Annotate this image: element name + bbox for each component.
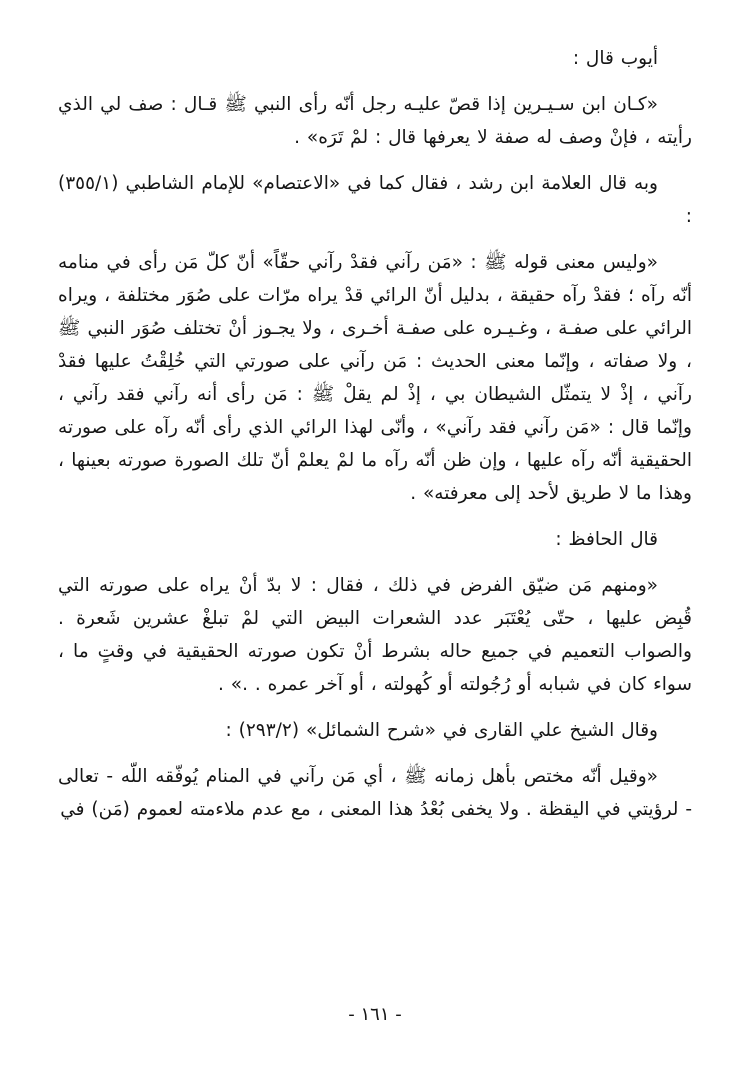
speaker-line-ayyub: أيوب قال : [572,48,658,69]
quote-ibn-sirin: «كـان ابن سـيـرين إذا قصّ عليـه رجل أنّه رأى النبي ﷺ قـال : صف لي الذي رأيته ، فإنْ وصف له صفة لا يعرفها قال : لمْ تَرَه» . [58,94,692,148]
quote-al-itisam: «وليس معنى قوله ﷺ : «مَن رآني فقدْ رآني حقّاً» أنّ كلّ مَن رأى في منامه أنّه رآه ؛ فقدْ رآه حقيقة ، بدليل أنّ الرائي قدْ يراه مرّات على صُوَر مختلفة ، ويراه الرائي على صفـة ، وغـيـره على صفـة أخـرى ، ولا يجـوز أنْ تختلف صُوَر النبي ﷺ ، ولا صفاته ، وإنّما معنى الحديث : مَن رآني على صورتي التي خُلِقْتُ عليها فقدْ رآني ، إذْ لا يتمثّل الشيطان بي ، إذْ لم يقلْ ﷺ : مَن رأى أنه رآني فقد رآني ، وإنّما قال : «مَن رآني فقد رآني» ، وأنّى لهذا الرائي الذي رأى أنّه رآه على صورته الحقيقية أنّه رآه عليها ، وإن ظن أنّه رآه ما لمْ يعلمْ أنّ تلك الصورة صورته بعينها ، وهذا ما لا طريق لأحد إلى معرفته» . [58,252,692,504]
page-number: - ١٦١ - [348,1004,402,1025]
attribution-al-qari: وقال الشيخ علي القارى في «شرح الشمائل» (٢٩٣/٢) : [225,720,658,741]
attribution-ibn-rushd: وبه قال العلامة ابن رشد ، فقال كما في «الاعتصام» للإمام الشاطبي (٣٥٥/١) : [58,173,692,227]
quote-al-hafiz: «ومنهم مَن ضيّق الفرض في ذلك ، فقال : لا بدّ أنْ يراه على صورته التي قُبِض عليها ، حتّى يُعْتَبَر عدد الشعرات البيض التي لمْ تبلغْ عشرين شَعرة . والصواب التعميم في جميع حاله بشرط أنْ تكون صورته الحقيقية في وقتٍ ما ، سواء كان في شبابه أو رُجُولته أو كُهولته ، أو آخر عمره . .» . [58,575,692,695]
quote-al-qari: «وقيل أنّه مختص بأهل زمانه ﷺ ، أي مَن رآني في المنام يُوفّقه اللّه - تعالى - لرؤيتي في اليقظة . ولا يخفى بُعْدُ هذا المعنى ، مع عدم ملاءمته لعموم (مَن) في [58,766,692,820]
speaker-line-al-hafiz: قال الحافظ : [555,529,658,550]
page-text-block [58,42,692,826]
